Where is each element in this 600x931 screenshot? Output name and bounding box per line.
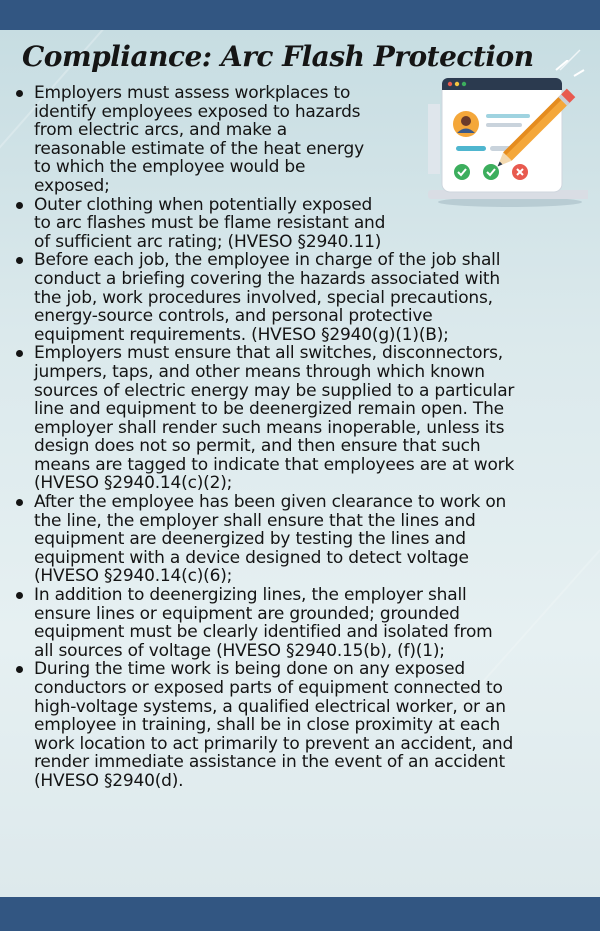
bullet-icon bbox=[16, 499, 23, 506]
bullet-text: Before each job, the employee in charge of the job shall conduct a briefing covering the hazards associated with the job, work procedures involved, special precautions, energy-source controls, and personal protective equipment requirements. (HVESO §2940(g)(1)(B); bbox=[34, 250, 501, 345]
bullet-icon bbox=[16, 592, 23, 599]
requirements-list bbox=[16, 84, 576, 791]
bullet-icon bbox=[16, 257, 23, 264]
bullet-text: Outer clothing when potentially exposed to arc flashes must be flame resistant and of sufficient arc rating; (HVESO §2940.11) bbox=[34, 194, 386, 252]
bottom-band bbox=[0, 897, 600, 931]
bullet-text: In addition to deenergizing lines, the employer shall ensure lines or equipment are grounded; grounded equipment must be clearly identified and isolated from all sources of voltage (HVESO §2940.15(b), (f)(1); bbox=[34, 585, 493, 661]
list-item bbox=[16, 660, 576, 790]
top-band bbox=[0, 0, 600, 30]
list-item bbox=[16, 251, 576, 344]
bullet-icon bbox=[16, 202, 23, 209]
page-title: Compliance: Arc Flash Protection bbox=[22, 40, 534, 73]
bullet-text: Employers must assess workplaces to identify employees exposed to hazards from electric arcs, and make a reasonable estimate of the heat energy to which the employee would be exposed; bbox=[34, 83, 364, 196]
bullet-icon bbox=[16, 666, 23, 673]
bullet-text: During the time work is being done on any exposed conductors or exposed parts of equipment connected to high-voltage systems, a qualified electrical worker, or an employee in training, shall be in close proximity at each work location to act primarily to prevent an accident, and render immediate assistance in the event of an accident (HVESO §2940(d). bbox=[34, 659, 514, 791]
bullet-text: After the employee has been given clearance to work on the line, the employer shall ensure that the lines and equipment are deenergized by testing the lines and equipment with a device designed to detect voltage (HVESO §2940.14(c)(6); bbox=[34, 492, 507, 587]
list-item bbox=[16, 84, 576, 196]
list-item bbox=[16, 196, 576, 252]
list-item bbox=[16, 586, 576, 660]
bullet-icon bbox=[16, 350, 23, 357]
bullet-text: Employers must ensure that all switches, disconnectors, jumpers, taps, and other means through which known sources of electric energy may be supplied to a particular line and equipment to be deenergized remain open. The employer shall render such means inoperable, unless its design does not so permit, and then ensure that such means are tagged to indicate that employees are at work (HVESO §2940.14(c)(2); bbox=[34, 343, 515, 494]
bullet-icon bbox=[16, 90, 23, 97]
list-item bbox=[16, 493, 576, 586]
list-item bbox=[16, 344, 576, 493]
